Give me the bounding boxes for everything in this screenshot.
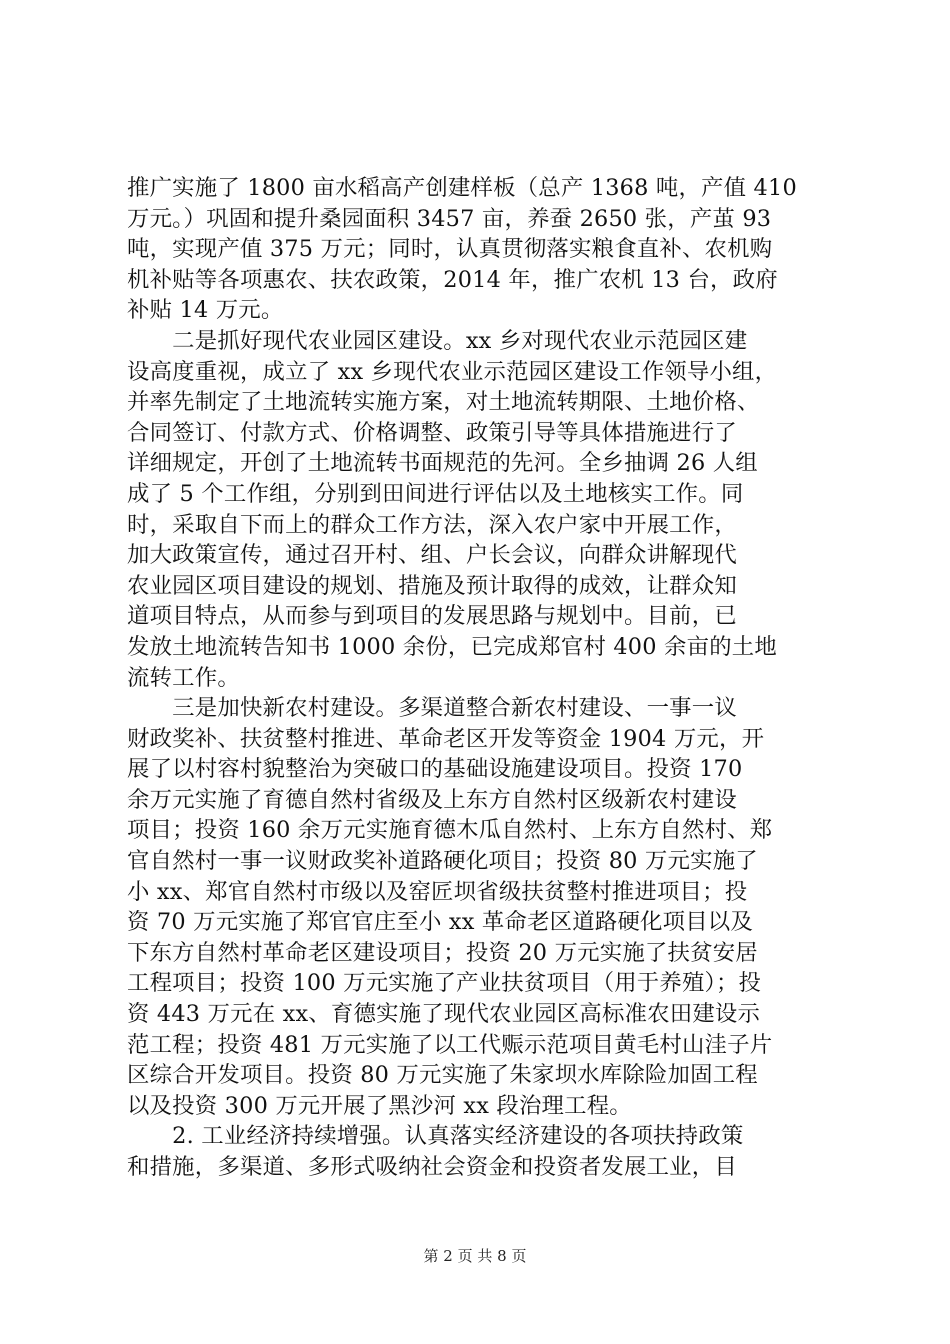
- text-line: 机补贴等各项惠农、扶农政策，2014 年，推广农机 13 台，政府: [127, 266, 778, 293]
- text-line: 项目；投资 160 余万元实施育德木瓜自然村、上东方自然村、郑: [127, 817, 773, 844]
- text-line: 万元。）巩固和提升桑园面积 3457 亩，养蚕 2650 张，产茧 93: [127, 205, 772, 232]
- text-line: 官自然村一事一议财政奖补道路硬化项目；投资 80 万元实施了: [127, 848, 758, 875]
- text-line: 财政奖补、扶贫整村推进、革命老区开发等资金 1904 万元，开: [127, 725, 765, 752]
- text-line: 合同签订、付款方式、价格调整、政策引导等具体措施进行了: [127, 419, 737, 446]
- text-line: 以及投资 300 万元开展了黑沙河 xx 段治理工程。: [127, 1092, 632, 1119]
- text-line: 和措施，多渠道、多形式吸纳社会资金和投资者发展工业，目: [127, 1154, 737, 1180]
- text-line: 资 443 万元在 xx、育德实施了现代农业园区高标准农田建设示: [127, 1001, 761, 1028]
- document-body: [127, 173, 827, 1183]
- text-line: 补贴 14 万元。: [127, 297, 284, 324]
- page-footer: 第 2 页 共 8 页: [423, 1247, 527, 1265]
- text-line: 资 70 万元实施了郑官官庄至小 xx 革命老区道路硬化项目以及: [127, 909, 753, 936]
- text-line: 下东方自然村革命老区建设项目；投资 20 万元实施了扶贫安居: [127, 939, 758, 966]
- text-line: 2. 工业经济持续增强。认真落实经济建设的各项扶持政策: [127, 1123, 744, 1150]
- text-line: 范工程；投资 481 万元实施了以工代赈示范项目黄毛村山洼子片: [127, 1031, 773, 1058]
- text-line: 设高度重视，成立了 xx 乡现代农业示范园区建设工作领导小组，: [127, 358, 778, 385]
- text-line: 加大政策宣传，通过召开村、组、户长会议，向群众讲解现代: [127, 542, 737, 569]
- text-line: 三是加快新农村建设。多渠道整合新农村建设、一事一议: [127, 695, 737, 722]
- text-line: 农业园区项目建设的规划、措施及预计取得的成效，让群众知: [127, 572, 737, 599]
- text-line: 区综合开发项目。投资 80 万元实施了朱家坝水库除险加固工程: [127, 1062, 758, 1089]
- text-line: 发放土地流转告知书 1000 余份，已完成郑官村 400 余亩的土地: [127, 633, 777, 660]
- text-line: 工程项目；投资 100 万元实施了产业扶贫项目（用于养殖）；投: [127, 970, 762, 997]
- text-line: 道项目特点，从而参与到项目的发展思路与规划中。目前，已: [127, 603, 737, 630]
- text-line: 并率先制定了土地流转实施方案，对土地流转期限、土地价格、: [127, 389, 760, 416]
- text-line: 小 xx、郑官自然村市级以及窑匠坝省级扶贫整村推进项目；投: [127, 878, 748, 905]
- text-line: 成了 5 个工作组，分别到田间进行评估以及土地核实工作。同: [127, 480, 744, 507]
- text-line: 推广实施了 1800 亩水稻高产创建样板（总产 1368 吨，产值 410: [127, 175, 797, 201]
- text-line: 二是抓好现代农业园区建设。xx 乡对现代农业示范园区建: [127, 327, 748, 354]
- text-line: 吨，实现产值 375 万元；同时，认真贯彻落实粮食直补、农机购: [127, 236, 773, 263]
- text-line: 展了以村容村貌整治为突破口的基础设施建设项目。投资 170: [127, 756, 743, 783]
- text-line: 详细规定，开创了土地流转书面规范的先河。全乡抽调 26 人组: [127, 450, 758, 477]
- text-line: 流转工作。: [127, 664, 240, 691]
- text-line: 余万元实施了育德自然村省级及上东方自然村区级新农村建设: [127, 786, 737, 813]
- text-line: 时，采取自下而上的群众工作方法，深入农户家中开展工作，: [127, 511, 737, 538]
